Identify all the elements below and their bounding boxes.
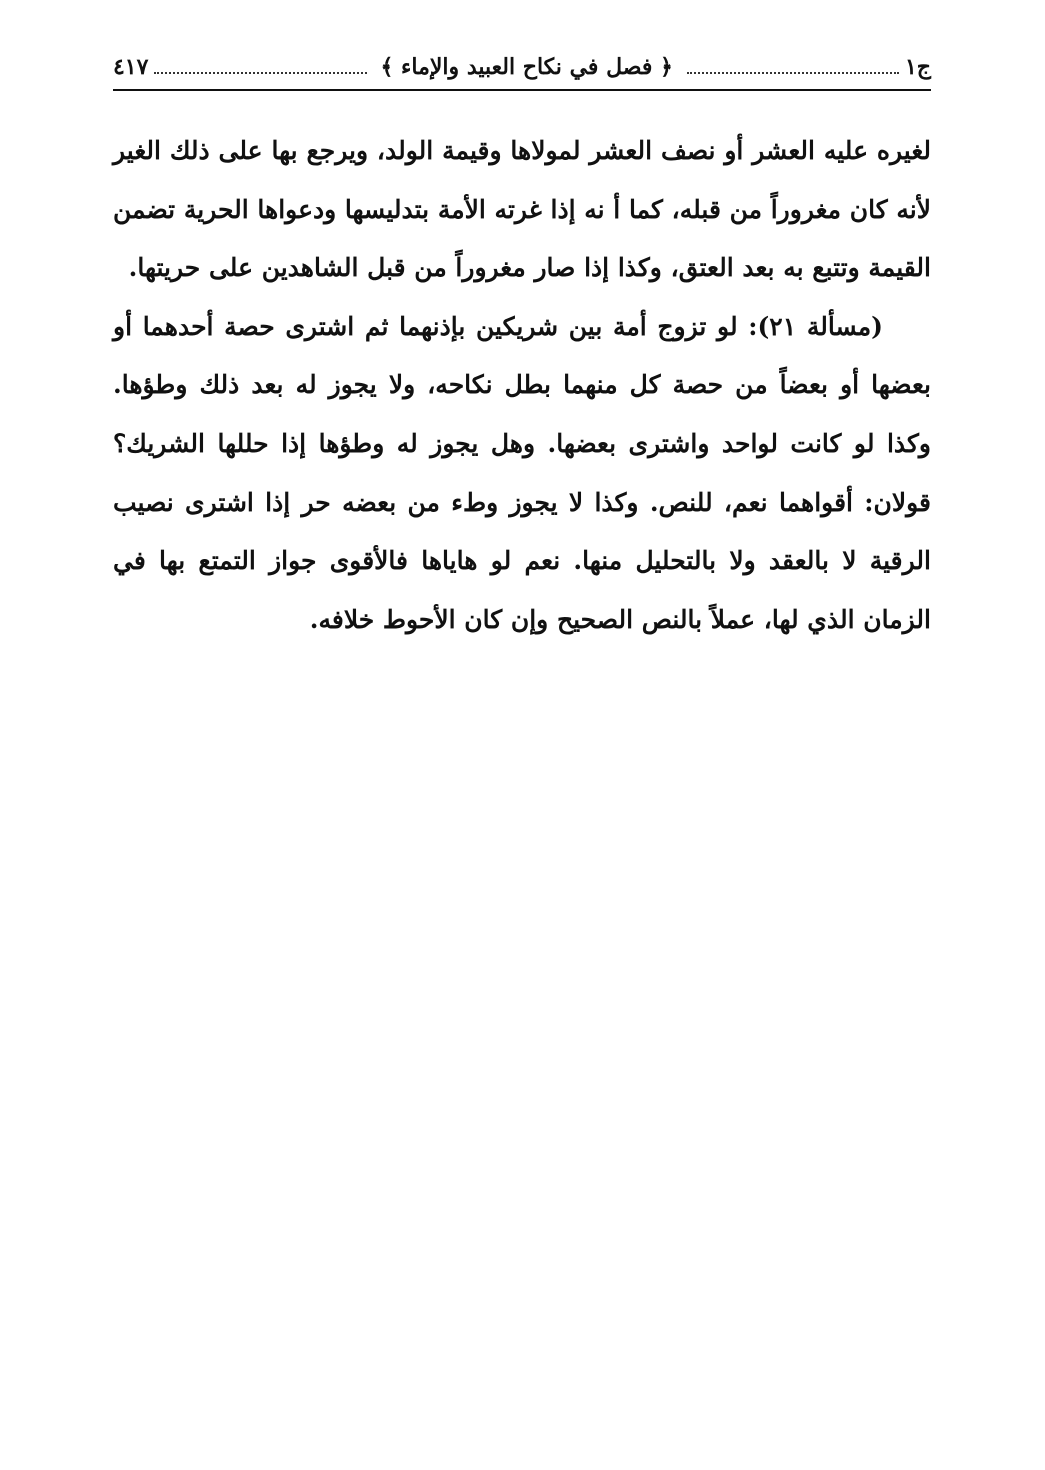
running-header <box>113 44 931 90</box>
leader-dots-left <box>154 72 366 74</box>
paragraph-issue-21: (مسألة ٢١): لو تزوج أمة بين شريكين بإذنهما ثم اشترى حصة أحدهما أو بعضها أو بعضاً من حصة كل منهما بطل نكاحه، ولا يجوز له بعد ذلك وطؤها. وكذا لو كانت لواحد واشترى بعضها. وهل يجوز له وطؤها إذا حللها الشريك؟ قولان: أقواهما نعم، للنص. وكذا لا يجوز وطء من بعضه حر إذا اشترى نصيب الرقية لا بالعقد ولا بالتحليل منها. نعم لو هاياها فالأقوى جواز التمتع بها في الزمان الذي لها، عملاً بالنص الصحيح وإن كان الأحوط خلافه. <box>113 311 931 634</box>
leader-dots-right <box>687 72 899 74</box>
volume-label: ج١ <box>904 54 931 80</box>
header-rule <box>113 89 931 91</box>
page-body <box>113 122 931 649</box>
page-number: ٤١٧ <box>112 54 149 80</box>
chapter-title: ﴿ فصل في نكاح العبيد والإماء ﴾ <box>380 54 673 80</box>
paragraph-continuation: لغيره عليه العشر أو نصف العشر لمولاها وقيمة الولد، ويرجع بها على ذلك الغير لأنه كان مغروراً من قبله، كما أ نه إذا غرته الأمة بتدليسها ودعواها الحرية تضمن القيمة وتتبع به بعد العتق، وكذا إذا صار مغروراً من قبل الشاهدين على حريتها. <box>113 136 931 283</box>
